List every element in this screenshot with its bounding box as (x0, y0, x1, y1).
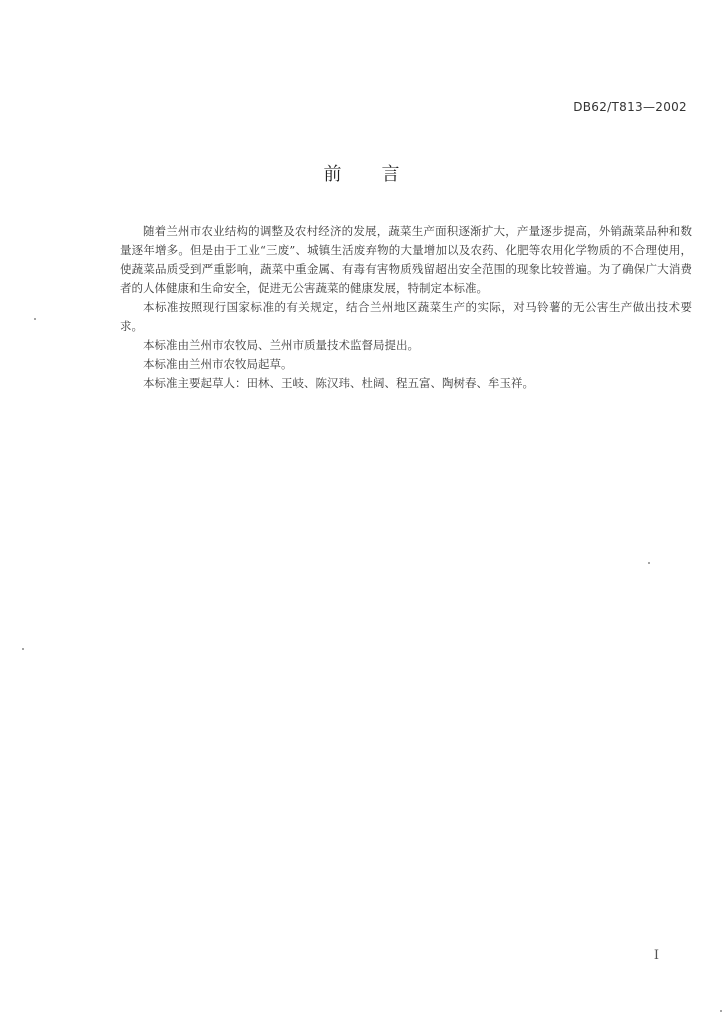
page-title (0, 160, 725, 186)
page-number: I (653, 948, 659, 963)
preface-body (120, 222, 692, 393)
preface-paragraph-drafter: 本标准由兰州市农牧局起草。 (143, 357, 293, 371)
scan-speck (22, 648, 24, 650)
scan-speck (720, 1010, 722, 1012)
preface-paragraph-authors: 本标准主要起草人：田林、王岐、陈汉玮、杜阔、程五富、陶树春、牟玉祥。 (143, 376, 534, 390)
title-char-1: 前 (323, 164, 344, 185)
preface-paragraph-background: 随着兰州市农业结构的调整及农村经济的发展，蔬菜生产面积逐渐扩大，产量逐步提高，外销蔬菜品种和数量逐年增多。但是由于工业“三废”、城镇生活废弃物的大量增加以及农药、化肥等农用化学物质的不合理使用，使蔬菜品质受到严重影响，蔬菜中重金属、有毒有害物质残留超出安全范围的现象比较普遍。为了确保广大消费者的人体健康和生命安全，促进无公害蔬菜的健康发展，特制定本标准。 (120, 224, 692, 295)
preface-paragraph-basis: 本标准按照现行国家标准的有关规定，结合兰州地区蔬菜生产的实际，对马铃薯的无公害生产做出技术要求。 (120, 300, 692, 333)
title-char-2: 言 (381, 164, 402, 185)
preface-paragraph-proposer: 本标准由兰州市农牧局、兰州市质量技术监督局提出。 (143, 338, 419, 352)
standard-code: DB62/T813—2002 (573, 100, 687, 114)
scan-speck (34, 318, 36, 320)
scan-speck (648, 562, 650, 564)
